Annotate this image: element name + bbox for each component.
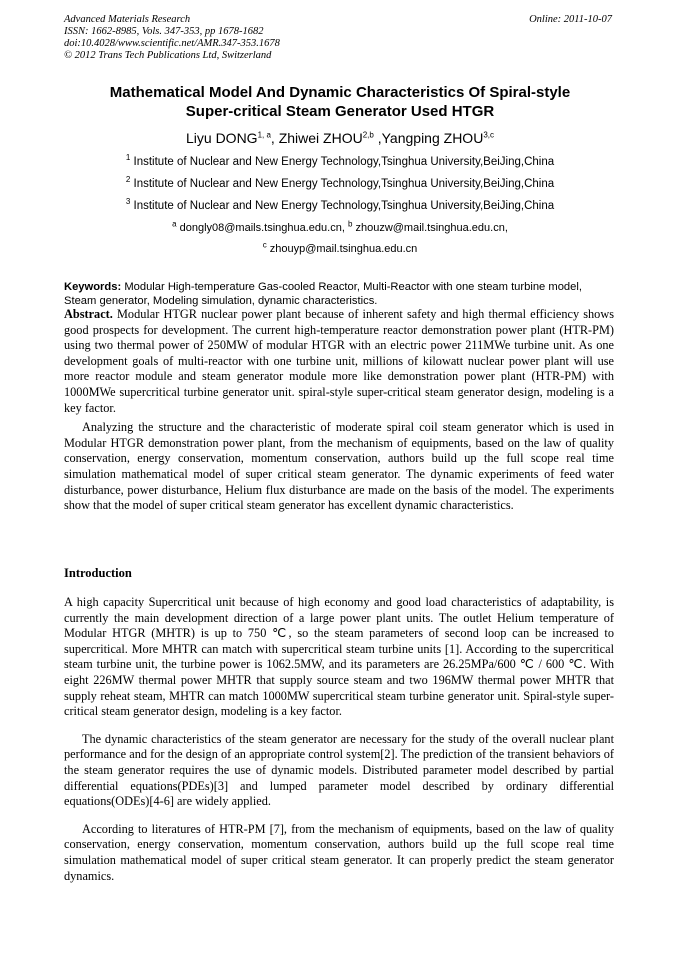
abstract-paragraph-2: Analyzing the structure and the characteristic of moderate spiral coil steam generator which is used in Modular HTGR demonstration power plant, from the mechanism of equipments, based on the law of quality conservation, energy conservation, momentum conservation, authors build up the full scope real time simulation mathematical model of super critical steam generator. The dynamic experiments of feed water disturbance, power disturbance, Helium flux disturbance are made on the basis of the model. The experiments show that the model of super critical steam generator has excellent dynamic characteristics. bbox=[64, 420, 614, 513]
affiliation-text: Institute of Nuclear and New Energy Technology,Tsinghua University,BeiJing,China bbox=[133, 200, 555, 212]
abstract bbox=[64, 307, 614, 514]
author-name: Yangping ZHOU bbox=[381, 130, 484, 146]
email-line bbox=[60, 219, 620, 234]
affiliation-num: 3 bbox=[125, 197, 131, 207]
affiliation-text: Institute of Nuclear and New Energy Technology,Tsinghua University,BeiJing,China bbox=[133, 156, 555, 168]
affiliation-num: 1 bbox=[125, 153, 131, 163]
email-b[interactable]: zhouzw@mail.tsinghua.edu.cn, bbox=[355, 222, 508, 234]
email-c[interactable]: zhouyp@mail.tsinghua.edu.cn bbox=[269, 243, 418, 255]
author-sup: 1, a bbox=[257, 130, 271, 140]
author-sup: 3,c bbox=[483, 130, 494, 140]
author-sup: 2,b bbox=[362, 130, 374, 140]
affiliation bbox=[60, 175, 620, 190]
author-list bbox=[60, 130, 620, 146]
author-separator: , bbox=[373, 130, 382, 146]
online-date: Online: 2011-10-07 bbox=[529, 14, 612, 25]
email-sup: b bbox=[347, 219, 353, 229]
title-line-2: Super-critical Steam Generator Used HTGR bbox=[185, 103, 495, 120]
keywords-label: Keywords: bbox=[64, 281, 122, 293]
intro-paragraph-3: According to literatures of HTR-PM [7], from the mechanism of equipments, based on the law of quality conservation, energy conservation, momentum conservation, authors build up the full scope real time simulation mathematical model of super critical steam generator. It can properly predict the steam generator dynamics. bbox=[64, 821, 614, 883]
intro-paragraph-1: A high capacity Supercritical unit because of high economy and good load characteristics of adaptability, is currently the main development direction of a large power plant units. The outlet Helium temperature of Modular HTGR (MHTR) is up to 750 ℃, so the steam parameters of second loop can be increased to supercritical. More MHTR can match with supercritical steam turbine units [1]. According to the supercritical steam turbine unit, the turbine power is 1062.5MW, and its parameters are 26.25MPa/600 ℃ / 600 ℃. With eight 226MW thermal power MHTR that supply source steam and two 196MW thermal power MHTR that supply reheat steam, MHTR can match 1000MW supercritical steam turbine generator unit. Spiral-style super-critical steam generator design, modeling is a key factor. bbox=[64, 595, 614, 719]
email-sup: c bbox=[262, 240, 267, 250]
copyright-line: © 2012 Trans Tech Publications Ltd, Switzerland bbox=[64, 50, 272, 61]
affiliation bbox=[60, 197, 620, 212]
abstract-text: Modular HTGR nuclear power plant because of inherent safety and high thermal efficiency shows good prospects for development. The current high-temperature reactor demonstration power plant (HTR-PM) using two thermal power of 250MW of modular HTGR with an electric power 211MWe turbine unit. As one development goals of multi-reactor with one turbine unit, millions of kilowatt nuclear power plant will use more reactor module and steam generator module more like demonstration power plant (HTR-PM) with 1000MWe supercritical turbine generator unit. spiral-style super-critical steam generator design, modeling is a key factor. bbox=[64, 307, 614, 415]
author-separator: , bbox=[270, 130, 279, 146]
keywords-text: Modular High-temperature Gas-cooled Reactor, Multi-Reactor with one steam turbine model, Steam generator, Modeling simulation, dynamic characteristics. bbox=[64, 281, 582, 307]
introduction-body bbox=[64, 595, 614, 884]
abstract-label: Abstract. bbox=[64, 307, 113, 321]
author-name: Zhiwei ZHOU bbox=[278, 130, 363, 146]
abstract-paragraph-1 bbox=[64, 307, 614, 416]
title-line-1: Mathematical Model And Dynamic Characteristics Of Spiral-style bbox=[109, 84, 571, 101]
journal-name: Advanced Materials Research bbox=[64, 14, 191, 25]
section-heading-introduction: Introduction bbox=[64, 566, 132, 580]
issn-line: ISSN: 1662-8985, Vols. 347-353, pp 1678-1682 bbox=[64, 26, 264, 37]
email-a[interactable]: dongly08@mails.tsinghua.edu.cn, bbox=[179, 222, 345, 234]
affiliation-num: 2 bbox=[125, 175, 131, 185]
affiliation-text: Institute of Nuclear and New Energy Technology,Tsinghua University,BeiJing,China bbox=[133, 178, 555, 190]
email-line bbox=[60, 240, 620, 255]
author-name: Liyu DONG bbox=[186, 130, 258, 146]
doi-line: doi:10.4028/www.scientific.net/AMR.347-353.1678 bbox=[64, 38, 280, 49]
journal-header bbox=[64, 14, 280, 62]
keywords bbox=[64, 280, 614, 308]
paper-title bbox=[60, 83, 620, 121]
intro-paragraph-2: The dynamic characteristics of the steam generator are necessary for the study of the overall nuclear plant performance and for the design of an appropriate control system[2]. The prediction of the transient behaviors of the steam generator requires the use of dynamic models. Distributed parameter model described by partial differential equations(PDEs)[3] and lumped parameter model described by ordinary differential equations(ODEs)[4-6] are widely applied. bbox=[64, 731, 614, 809]
email-sup: a bbox=[172, 219, 177, 229]
affiliation bbox=[60, 153, 620, 168]
